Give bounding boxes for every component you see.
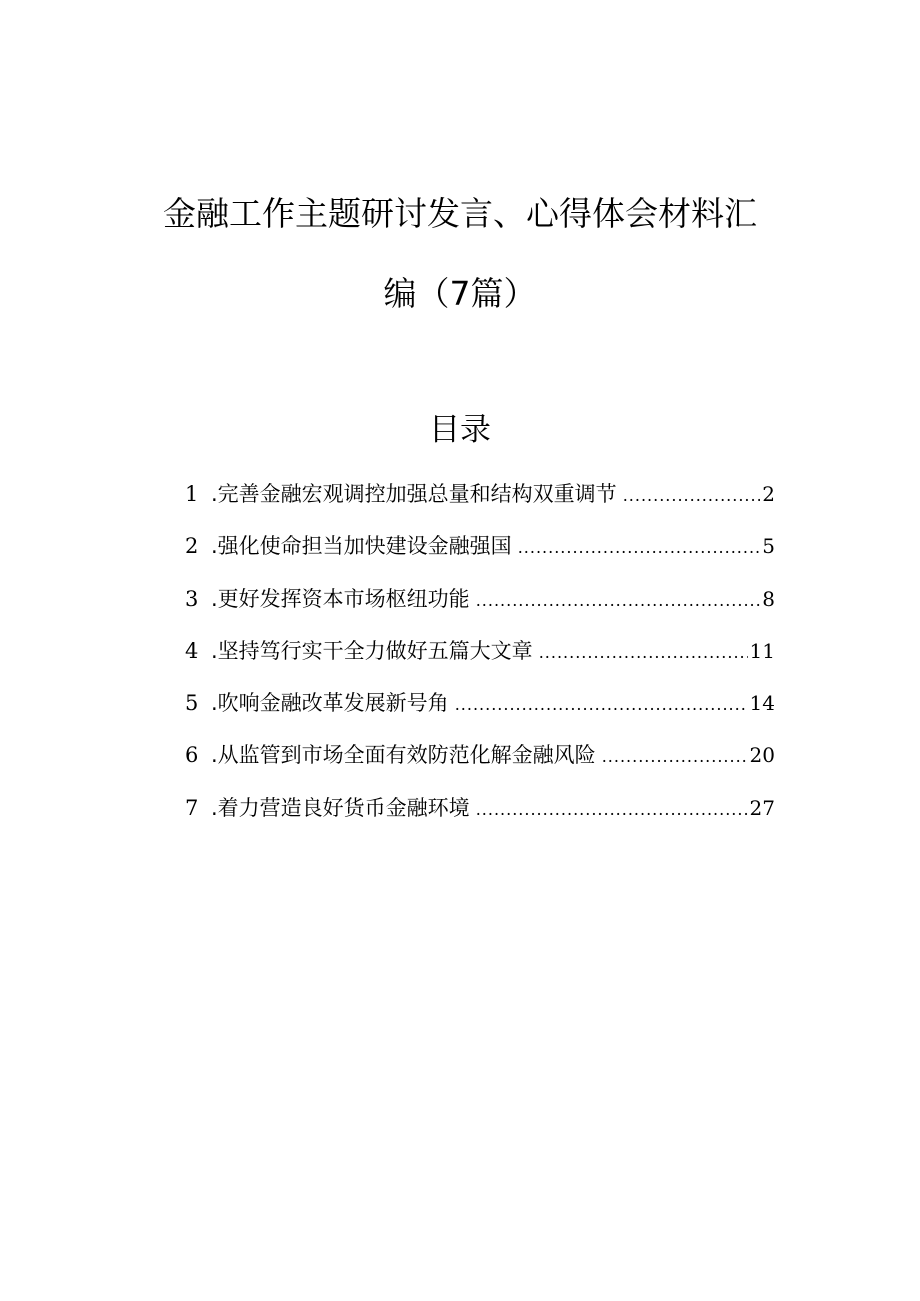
toc-entry-number: 3 xyxy=(185,586,199,611)
toc-entry-title: .坚持笃行实干全力做好五篇大文章 xyxy=(211,638,533,663)
toc-entry[interactable] xyxy=(185,739,775,791)
toc-entry[interactable] xyxy=(185,530,775,582)
toc-dot-leader xyxy=(455,695,748,714)
toc-entry-number: 4 xyxy=(185,638,199,663)
toc-dot-leader xyxy=(602,747,748,766)
toc-dot-leader xyxy=(623,486,761,505)
toc-entry-title: .从监管到市场全面有效防范化解金融风险 xyxy=(211,743,596,768)
toc-entry-page: 11 xyxy=(749,638,775,663)
toc-entry-title: .更好发挥资本市场枢纽功能 xyxy=(211,586,470,611)
table-of-contents xyxy=(185,478,775,844)
toc-entry-title: .完善金融宏观调控加强总量和结构双重调节 xyxy=(211,482,617,506)
toc-entry-number: 5 xyxy=(185,691,199,716)
toc-entry-number: 1 xyxy=(185,482,199,506)
toc-entry[interactable] xyxy=(185,687,775,739)
toc-entry-title: .着力营造良好货币金融环境 xyxy=(211,795,470,820)
toc-entry[interactable] xyxy=(185,635,775,687)
document-title-line-1: 金融工作主题研讨发言、心得体会材料汇 xyxy=(163,194,757,233)
toc-entry-page: 20 xyxy=(749,743,775,768)
toc-entry-page: 5 xyxy=(762,534,775,559)
toc-entry-number: 7 xyxy=(185,795,199,820)
toc-entry-number: 6 xyxy=(185,743,199,768)
toc-entry-page: 8 xyxy=(762,586,775,611)
toc-entry-page: 2 xyxy=(762,482,775,506)
toc-entry-page: 27 xyxy=(749,795,775,820)
toc-entry[interactable] xyxy=(185,792,775,844)
toc-heading: 目录 xyxy=(429,412,491,448)
toc-entry-title: .强化使命担当加快建设金融强国 xyxy=(211,534,512,559)
toc-dot-leader xyxy=(476,591,761,610)
toc-entry-number: 2 xyxy=(185,534,199,559)
toc-dot-leader xyxy=(518,538,761,557)
toc-entry[interactable] xyxy=(185,478,775,530)
toc-entry-title: .吹响金融改革发展新号角 xyxy=(211,691,449,716)
toc-entry[interactable] xyxy=(185,583,775,635)
toc-entry-page: 14 xyxy=(749,691,775,716)
toc-dot-leader xyxy=(539,643,748,662)
toc-dot-leader xyxy=(476,800,748,819)
document-title-line-2: 编（7篇） xyxy=(383,274,537,313)
